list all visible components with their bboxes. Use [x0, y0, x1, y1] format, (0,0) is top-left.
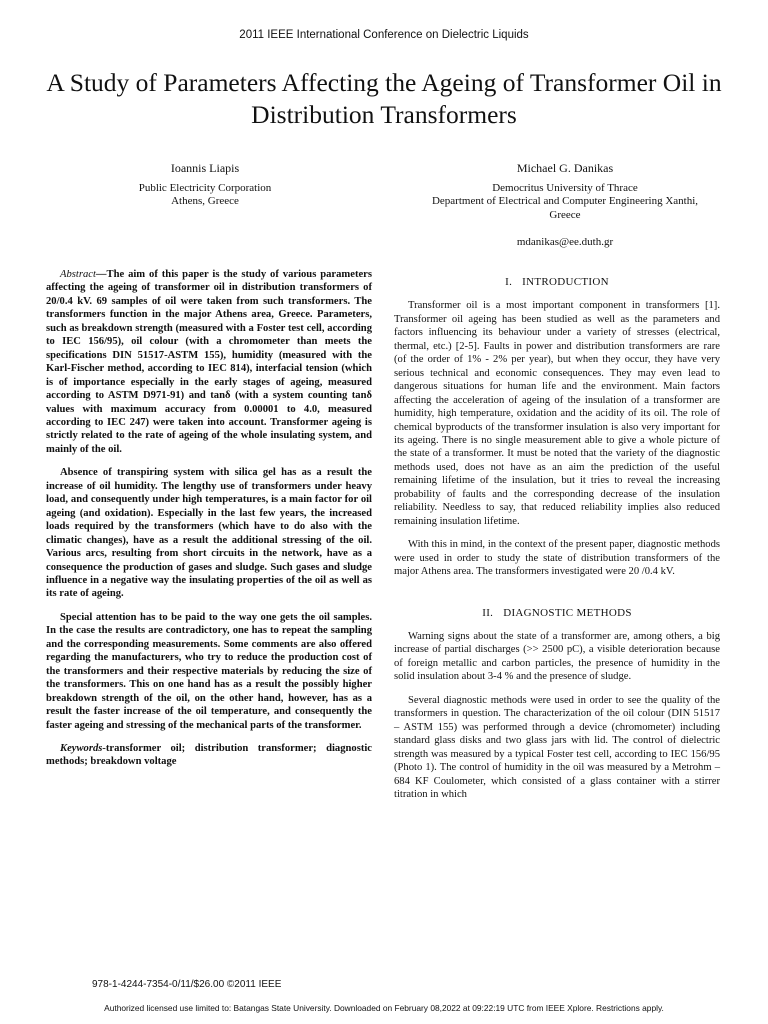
- keywords: [46, 742, 372, 769]
- section-heading: [394, 607, 720, 620]
- left-column: [46, 268, 372, 779]
- author-location: Greece: [549, 208, 581, 221]
- author-block: [400, 162, 730, 250]
- abstract-paragraph: Absence of transpiring system with silica gel has as a result the increase of oil humidity. The lengthy use of transformers under heavy load, and consequently under high temperatures, is a main factor for oil ageing (and oxidation). Especially in the last few years, the increased loads required by the transformers (which have to do also with the climatic changes), have as a result the additional stressing of the oil. Various arcs, resulting from short circuits in the network, have as a consequence the production of gases and sludge. Such gases and sludge influence in a negative way the insulating properties of the oil as well as its rate of ageing.: [46, 467, 372, 600]
- author-email[interactable]: mdanikas@ee.duth.gr: [516, 236, 614, 248]
- section-number: I.: [505, 276, 513, 288]
- abstract-paragraph: [46, 268, 372, 456]
- keywords-label: Keywords-: [60, 742, 106, 754]
- section-title: DIAGNOSTIC METHODS: [503, 606, 632, 619]
- author-department: Department of Electrical and Computer Engineering Xanthi,: [431, 195, 699, 207]
- author-name: Michael G. Danikas: [516, 161, 614, 175]
- abstract-label: Abstract: [60, 269, 96, 280]
- author-block: [100, 162, 310, 209]
- abstract-paragraph: Special attention has to be paid to the way one gets the oil samples. In the case the results are contradictory, one has to repeat the sampling and the corresponding measurements. Some comments are also offered regarding the manufacturers, who try to reduce the production cost of the transformers and their respective materials by reducing the size of the transformers. This on one hand has as a result the possibly higher breakdown strength of the oil, on the other hand, however, has as a result the faster increase of the oil temperature, and consequently the faster ageing and stressing of the mechanical parts of the transformer.: [46, 611, 372, 731]
- author-affiliation: Public Electricity Corporation: [138, 181, 272, 194]
- footer-license: Authorized licensed use limited to: Batangas State University. Downloaded on February 08,2022 at 09:22:19 UTC from IEEE Xplore. Restrictions apply.: [104, 1003, 664, 1013]
- footer-isbn: 978-1-4244-7354-0/11/$26.00 ©2011 IEEE: [92, 979, 282, 990]
- section-number: II.: [482, 606, 494, 619]
- keywords-text: transformer oil; distribution transformer; diagnostic methods; breakdown voltage: [46, 742, 372, 768]
- author-affiliation: Democritus University of Thrace: [492, 181, 638, 194]
- body-paragraph: With this in mind, in the context of the present paper, diagnostic methods were used in order to study the state of distribution transformers of the major Athens area. The transformers investigated were 20 /0.4 kV.: [394, 539, 720, 578]
- section-heading: [394, 276, 720, 289]
- author-location: Athens, Greece: [171, 195, 239, 207]
- author-name: Ioannis Liapis: [170, 161, 240, 175]
- abstract-text: —The aim of this paper is the study of various parameters affecting the ageing of transformer oil in distribution transformers of 20/0.4 kV. 69 samples of oil were taken from such transformers. The transformers function in the major Athens area, Greece. Parameters, such as breakdown strength (measured with a Foster test cell, according to IEC 156/95), oil colour (with a chromometer than meets the specifications DIN 51517-ASTM 155), humidity (measured with the Karl-Fischer method, according to IEC 814), interfacial tension (which is of importance especially in the early stages of ageing, measured according to ASTM D971-91) and tanδ (with a system counting tanδ values with maximum accuracy from 0.00001 to 4.0, measured according to IEC 247) were taken into account. Transformer ageing is strictly related to the rate of ageing of the whole insulating system, and mainly of the oil.: [46, 269, 372, 455]
- section-title: INTRODUCTION: [522, 276, 609, 288]
- right-column: [394, 276, 720, 811]
- paper-title: A Study of Parameters Affecting the Ageing of Transformer Oil in Distribution Transformers: [46, 68, 722, 129]
- body-paragraph: Transformer oil is a most important component in transformers [1]. Transformer oil ageing has been studied as well as the parameters and factors influencing its behaviour under a variety of stresses (electrical, thermal, etc.) [2-5]. Faults in power and distribution transformers are rare (of the order of 1% - 2% per year), but when they occur, they have very serious technical and economic consequences. They may even lead to dangerous situations for human life and the environment. Main factors affecting the acceleration of ageing of the insulation of a transformer are humidity, high temperature, oxidation and the acidity of its oil. The role of chemical byproducts of the transformer insulation is also very important for its ageing. There is no single measurement able to give a whole picture of the state of a transformer. It must be noted that the variety of the diagnostic methods used, does not have as an aim the prediction of the useful remaining lifetime of the insulation, but it tries to reveal the increasing probability of faults and the corresponding decrease of the insulation reliability. Needless to say, that reduced reliability implies also reduced remaining insulation lifetime.: [394, 300, 720, 527]
- body-paragraph: Several diagnostic methods were used in order to see the quality of the transformers in question. The characterization of the oil colour (DIN 51517 – ASTM 155) was performed through a device (chromometer) including standard glass disks and two glass jars with lid. The control of dielectric strength was measured by a typical Foster test cell, according to IEC 156/95 (Photo 1). The control of humidity in the oil was measured by a Metrohm – 684 KF Coulometer, which consisted of a glass container with a stirrer titration in which: [394, 694, 720, 800]
- conference-header: 2011 IEEE International Conference on Dielectric Liquids: [239, 29, 529, 41]
- body-paragraph: Warning signs about the state of a transformer are, among others, a big increase of partial discharges (>> 2500 pC), a visible deterioration because of foreign metallic and carbon particles, the presence of humidity in the solid insulation about 3-4 % and the presence of sludge.: [394, 630, 720, 683]
